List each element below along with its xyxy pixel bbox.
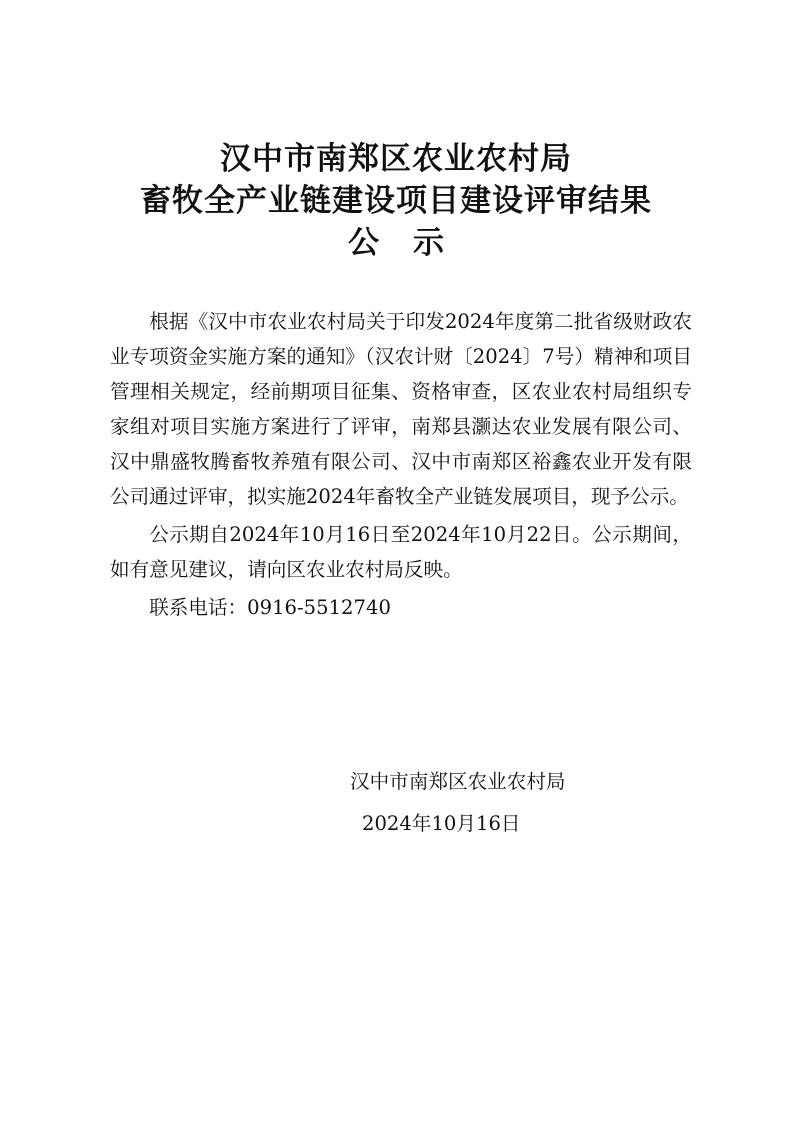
body-paragraph-2: 公示期自2024年10月16日至2024年10月22日。公示期间，如有意见建议，请向区农业农村局反映。 <box>110 523 692 581</box>
document-title <box>0 138 792 264</box>
body-paragraph-1: 根据《汉中市农业农村局关于印发2024年度第二批省级财政农业专项资金实施方案的通知》（汉农计财〔2024〕7号）精神和项目管理相关规定，经前期项目征集、资格审查，区农业农村局组织专家组对项目实施方案进行了评审，南郑县灏达农业发展有限公司、汉中鼎盛牧腾畜牧养殖有限公司、汉中市南郑区裕鑫农业开发有限公司通过评审，拟实施2024年畜牧全产业链发展项目，现予公示。 <box>110 310 692 508</box>
document-body <box>110 304 692 625</box>
signature-date: 2024年10月16日 <box>362 812 521 835</box>
body-paragraph-contact: 联系电话：0916-5512740 <box>149 596 391 619</box>
signature-organization: 汉中市南郑区农业农村局 <box>350 770 566 793</box>
title-line-2: 畜牧全产业链建设项目建设评审结果 <box>140 183 652 219</box>
signature-block <box>340 764 640 842</box>
title-line-1: 汉中市南郑区农业农村局 <box>220 141 572 177</box>
title-line-3: 公示 <box>348 225 478 261</box>
